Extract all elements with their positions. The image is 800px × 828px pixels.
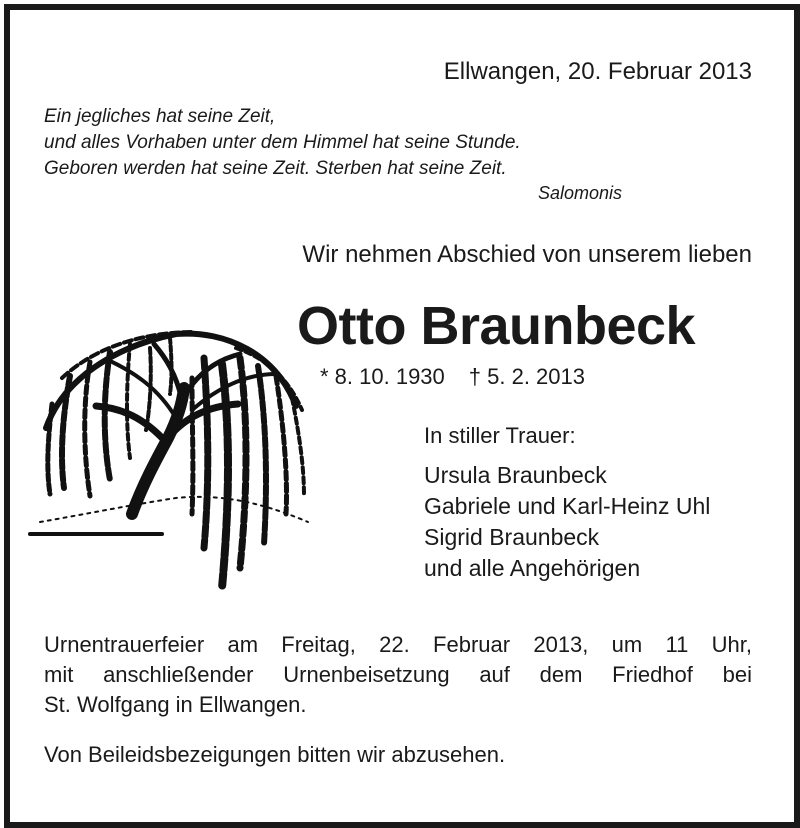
quote-source: Salomonis bbox=[538, 183, 623, 203]
mourners-list bbox=[424, 460, 710, 584]
quote-line: Geboren werden hat seine Zeit. Sterben hat seine Zeit. bbox=[44, 158, 507, 180]
birth-date: * 8. 10. 1930 bbox=[320, 364, 445, 389]
deceased-name: Otto Braunbeck bbox=[297, 296, 696, 356]
condolence-note: Von Beileidsbezeigungen bitten wir abzusehen. bbox=[44, 742, 506, 767]
mourners-heading: In stiller Trauer: bbox=[424, 423, 576, 448]
place-date: Ellwangen, 20. Februar 2013 bbox=[443, 58, 752, 85]
ceremony-info bbox=[44, 630, 752, 720]
mourner-name: und alle Angehörigen bbox=[424, 555, 641, 581]
ceremony-line: Urnentrauerfeier am Freitag, 22. Februar 2013, um 11 Uhr, bbox=[44, 632, 752, 657]
life-dates bbox=[320, 366, 585, 388]
mourner-name: Sigrid Braunbeck bbox=[424, 524, 600, 550]
ceremony-line: St. Wolfgang in Ellwangen. bbox=[44, 692, 307, 717]
mourner-name: Ursula Braunbeck bbox=[424, 462, 607, 488]
weeping-willow-icon bbox=[26, 318, 316, 608]
ceremony-line: mit anschließender Urnenbeisetzung auf dem Friedhof bei bbox=[44, 662, 752, 687]
quote-line: Ein jegliches hat seine Zeit, bbox=[44, 106, 276, 127]
quote-line: und alles Vorhaben unter dem Himmel hat seine Stunde. bbox=[44, 132, 521, 154]
bible-quote bbox=[44, 104, 521, 182]
death-date: † 5. 2. 2013 bbox=[468, 364, 585, 389]
mourner-name: Gabriele und Karl-Heinz Uhl bbox=[424, 493, 711, 519]
farewell-text: Wir nehmen Abschied von unserem lieben bbox=[302, 241, 752, 268]
